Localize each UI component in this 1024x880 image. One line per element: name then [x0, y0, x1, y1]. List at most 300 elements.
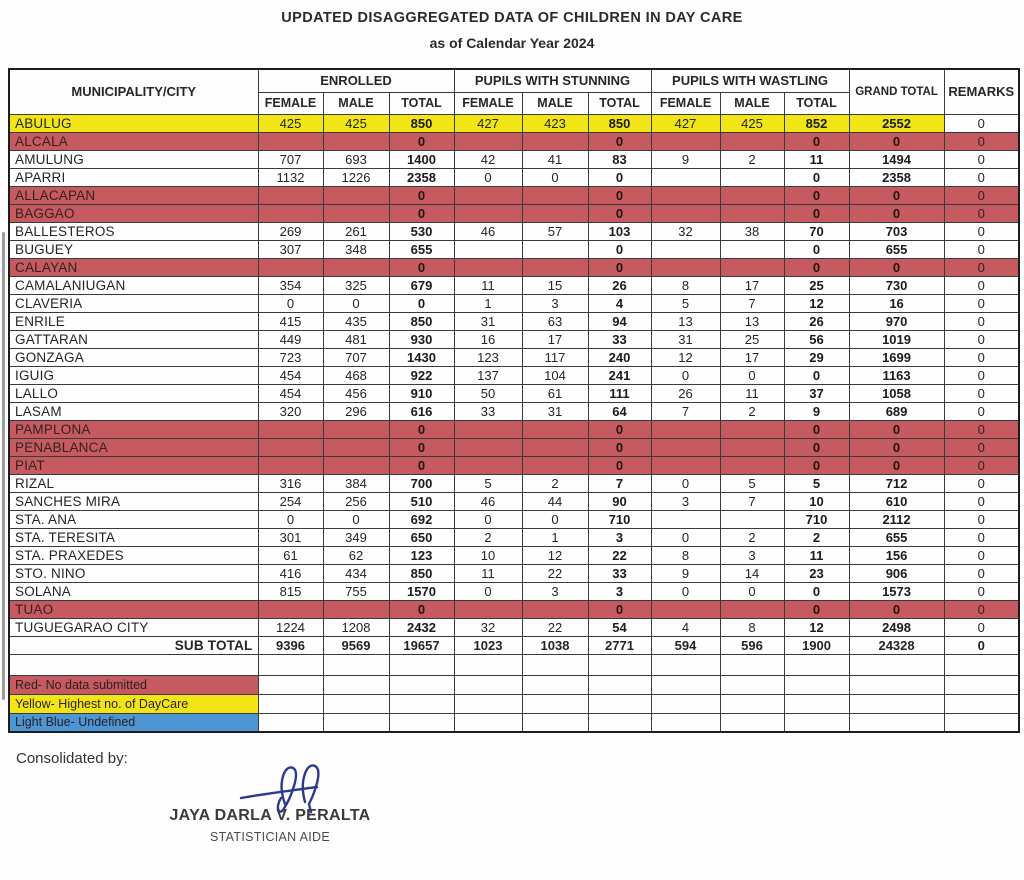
table-row	[9, 492, 1019, 510]
value-cell: 416	[258, 564, 323, 582]
value-cell	[454, 204, 522, 222]
value-cell: 2	[720, 150, 784, 168]
empty-cell	[522, 675, 588, 694]
value-cell: 41	[522, 150, 588, 168]
value-cell: 32	[454, 618, 522, 636]
empty-cell	[389, 713, 454, 732]
value-cell: 435	[323, 312, 389, 330]
value-cell	[454, 186, 522, 204]
value-cell: 0	[588, 168, 651, 186]
value-cell: 22	[588, 546, 651, 564]
value-cell: 8	[651, 546, 720, 564]
document-subtitle: as of Calendar Year 2024	[429, 35, 595, 51]
value-cell	[454, 600, 522, 618]
value-cell	[258, 438, 323, 456]
empty-cell	[323, 694, 389, 713]
value-cell: 655	[389, 240, 454, 258]
value-cell: 9	[651, 564, 720, 582]
value-cell: 11	[454, 276, 522, 294]
value-cell: 2	[784, 528, 849, 546]
table-row	[9, 294, 1019, 312]
municipality-cell: PAMPLONA	[9, 420, 258, 438]
table-row	[9, 420, 1019, 438]
value-cell: 31	[651, 330, 720, 348]
value-cell: 7	[651, 402, 720, 420]
value-cell: 26	[588, 276, 651, 294]
table-row	[9, 402, 1019, 420]
value-cell: 0	[588, 240, 651, 258]
remarks-cell: 0	[944, 420, 1019, 438]
empty-cell	[651, 654, 720, 675]
value-cell: 325	[323, 276, 389, 294]
value-cell: 1208	[323, 618, 389, 636]
value-cell: 13	[651, 312, 720, 330]
value-cell: 316	[258, 474, 323, 492]
empty-cell	[389, 675, 454, 694]
grand-total-cell: 1019	[849, 330, 944, 348]
remarks-cell: 0	[944, 222, 1019, 240]
grand-total-cell: 2498	[849, 618, 944, 636]
municipality-cell: PENABLANCA	[9, 438, 258, 456]
value-cell	[720, 420, 784, 438]
value-cell	[720, 168, 784, 186]
value-cell: 0	[389, 600, 454, 618]
value-cell: 0	[454, 510, 522, 528]
subtotal-value-cell: 24328	[849, 636, 944, 654]
empty-cell	[944, 713, 1019, 732]
value-cell: 2	[720, 402, 784, 420]
legend-label: Red- No data submitted	[9, 675, 258, 694]
value-cell: 530	[389, 222, 454, 240]
value-cell: 22	[522, 564, 588, 582]
value-cell: 33	[454, 402, 522, 420]
value-cell: 2358	[389, 168, 454, 186]
empty-cell	[849, 694, 944, 713]
value-cell: 510	[389, 492, 454, 510]
remarks-cell: 0	[944, 258, 1019, 276]
empty-cell	[389, 694, 454, 713]
grand-total-cell: 2358	[849, 168, 944, 186]
subtotal-value-cell: 9569	[323, 636, 389, 654]
value-cell: 26	[784, 312, 849, 330]
value-cell: 61	[522, 384, 588, 402]
grand-total-cell: 703	[849, 222, 944, 240]
empty-cell	[849, 713, 944, 732]
value-cell: 3	[588, 582, 651, 600]
document-header	[0, 10, 1024, 51]
grand-total-cell: 0	[849, 258, 944, 276]
value-cell: 616	[389, 402, 454, 420]
table-row	[9, 510, 1019, 528]
value-cell	[651, 132, 720, 150]
value-cell: 4	[588, 294, 651, 312]
municipality-cell: RIZAL	[9, 474, 258, 492]
subtotal-value-cell: 1038	[522, 636, 588, 654]
value-cell: 38	[720, 222, 784, 240]
grand-total-cell: 156	[849, 546, 944, 564]
value-cell	[323, 186, 389, 204]
value-cell: 83	[588, 150, 651, 168]
empty-cell	[588, 694, 651, 713]
value-cell: 11	[784, 546, 849, 564]
value-cell: 0	[720, 582, 784, 600]
remarks-cell: 0	[944, 186, 1019, 204]
value-cell	[720, 186, 784, 204]
value-cell: 425	[323, 114, 389, 132]
legend-label: Light Blue- Undefined	[9, 713, 258, 732]
value-cell	[522, 258, 588, 276]
remarks-cell: 0	[944, 132, 1019, 150]
municipality-cell: BUGUEY	[9, 240, 258, 258]
grand-total-cell: 0	[849, 438, 944, 456]
remarks-cell: 0	[944, 546, 1019, 564]
value-cell: 0	[588, 600, 651, 618]
table-row	[9, 474, 1019, 492]
header-wastling-total: TOTAL	[784, 92, 849, 114]
value-cell	[258, 204, 323, 222]
municipality-cell: TUAO	[9, 600, 258, 618]
municipality-cell: CLAVERIA	[9, 294, 258, 312]
municipality-cell: IGUIG	[9, 366, 258, 384]
value-cell: 0	[784, 240, 849, 258]
value-cell: 1224	[258, 618, 323, 636]
table-row	[9, 438, 1019, 456]
value-cell: 4	[651, 618, 720, 636]
empty-cell	[323, 675, 389, 694]
empty-cell	[454, 694, 522, 713]
table-row	[9, 312, 1019, 330]
header-stunning-male: MALE	[522, 92, 588, 114]
value-cell: 37	[784, 384, 849, 402]
table-row	[9, 564, 1019, 582]
municipality-cell: STA. PRAXEDES	[9, 546, 258, 564]
empty-cell	[944, 675, 1019, 694]
value-cell: 0	[784, 582, 849, 600]
signature-ink	[233, 758, 363, 816]
value-cell: 692	[389, 510, 454, 528]
value-cell: 11	[720, 384, 784, 402]
empty-cell	[522, 654, 588, 675]
municipality-cell: SOLANA	[9, 582, 258, 600]
value-cell: 0	[784, 456, 849, 474]
value-cell: 456	[323, 384, 389, 402]
value-cell: 3	[522, 294, 588, 312]
table-row	[9, 366, 1019, 384]
remarks-cell: 0	[944, 204, 1019, 222]
municipality-cell: SANCHES MIRA	[9, 492, 258, 510]
value-cell: 434	[323, 564, 389, 582]
value-cell: 32	[651, 222, 720, 240]
municipality-cell: STA. TERESITA	[9, 528, 258, 546]
value-cell: 90	[588, 492, 651, 510]
value-cell: 14	[720, 564, 784, 582]
grand-total-cell: 655	[849, 240, 944, 258]
table-row	[9, 330, 1019, 348]
table-row	[9, 582, 1019, 600]
value-cell: 50	[454, 384, 522, 402]
empty-cell	[454, 713, 522, 732]
remarks-cell: 0	[944, 510, 1019, 528]
table-row	[9, 456, 1019, 474]
grand-total-cell: 2112	[849, 510, 944, 528]
value-cell: 17	[720, 348, 784, 366]
empty-row	[9, 654, 1019, 675]
value-cell: 17	[522, 330, 588, 348]
value-cell	[522, 186, 588, 204]
value-cell: 46	[454, 492, 522, 510]
daycare-data-table	[8, 68, 1020, 733]
value-cell: 5	[720, 474, 784, 492]
value-cell: 700	[389, 474, 454, 492]
value-cell: 0	[588, 204, 651, 222]
value-cell	[454, 438, 522, 456]
value-cell: 56	[784, 330, 849, 348]
value-cell: 0	[389, 294, 454, 312]
value-cell: 930	[389, 330, 454, 348]
empty-cell	[651, 675, 720, 694]
signature-block	[140, 758, 400, 844]
value-cell: 815	[258, 582, 323, 600]
empty-cell	[522, 694, 588, 713]
subtotal-row	[9, 636, 1019, 654]
value-cell: 0	[588, 438, 651, 456]
municipality-cell: CAMALANIUGAN	[9, 276, 258, 294]
value-cell: 0	[651, 474, 720, 492]
value-cell: 261	[323, 222, 389, 240]
value-cell: 425	[258, 114, 323, 132]
value-cell: 5	[454, 474, 522, 492]
table-row	[9, 222, 1019, 240]
value-cell	[651, 420, 720, 438]
value-cell: 307	[258, 240, 323, 258]
remarks-cell: 0	[944, 366, 1019, 384]
value-cell: 137	[454, 366, 522, 384]
header-enrolled-total: TOTAL	[389, 92, 454, 114]
value-cell: 12	[784, 618, 849, 636]
value-cell: 0	[651, 582, 720, 600]
empty-cell	[258, 694, 323, 713]
grand-total-cell: 0	[849, 600, 944, 618]
value-cell	[651, 438, 720, 456]
value-cell: 3	[651, 492, 720, 510]
legend-label: Yellow- Highest no. of DayCare	[9, 694, 258, 713]
empty-cell	[944, 694, 1019, 713]
value-cell: 850	[389, 114, 454, 132]
grand-total-cell: 1163	[849, 366, 944, 384]
value-cell: 710	[588, 510, 651, 528]
value-cell: 7	[588, 474, 651, 492]
value-cell: 0	[258, 510, 323, 528]
empty-cell	[944, 654, 1019, 675]
value-cell: 64	[588, 402, 651, 420]
value-cell: 755	[323, 582, 389, 600]
remarks-cell: 0	[944, 348, 1019, 366]
value-cell: 850	[588, 114, 651, 132]
value-cell: 384	[323, 474, 389, 492]
value-cell: 25	[784, 276, 849, 294]
value-cell: 63	[522, 312, 588, 330]
table-row	[9, 348, 1019, 366]
empty-cell	[323, 654, 389, 675]
value-cell: 44	[522, 492, 588, 510]
empty-cell	[588, 713, 651, 732]
value-cell: 650	[389, 528, 454, 546]
value-cell	[323, 204, 389, 222]
value-cell: 23	[784, 564, 849, 582]
signatory-role: STATISTICIAN AIDE	[210, 830, 330, 844]
value-cell: 16	[454, 330, 522, 348]
value-cell: 33	[588, 330, 651, 348]
grand-total-cell: 970	[849, 312, 944, 330]
value-cell: 94	[588, 312, 651, 330]
value-cell	[651, 510, 720, 528]
value-cell	[522, 132, 588, 150]
value-cell	[323, 600, 389, 618]
value-cell: 17	[720, 276, 784, 294]
value-cell: 0	[784, 132, 849, 150]
empty-cell	[454, 675, 522, 694]
value-cell: 5	[784, 474, 849, 492]
value-cell: 104	[522, 366, 588, 384]
value-cell: 11	[454, 564, 522, 582]
value-cell	[651, 186, 720, 204]
value-cell: 117	[522, 348, 588, 366]
remarks-cell: 0	[944, 312, 1019, 330]
value-cell: 240	[588, 348, 651, 366]
value-cell: 1	[522, 528, 588, 546]
grand-total-cell: 0	[849, 186, 944, 204]
municipality-cell: STA. ANA	[9, 510, 258, 528]
value-cell: 7	[720, 294, 784, 312]
table-row	[9, 114, 1019, 132]
empty-cell	[323, 713, 389, 732]
municipality-cell: AMULUNG	[9, 150, 258, 168]
empty-cell	[389, 654, 454, 675]
value-cell	[258, 258, 323, 276]
value-cell	[720, 258, 784, 276]
value-cell: 123	[454, 348, 522, 366]
value-cell: 693	[323, 150, 389, 168]
value-cell: 111	[588, 384, 651, 402]
value-cell: 850	[389, 312, 454, 330]
subtotal-value-cell: 9396	[258, 636, 323, 654]
value-cell	[651, 600, 720, 618]
value-cell: 296	[323, 402, 389, 420]
remarks-cell: 0	[944, 528, 1019, 546]
header-remarks: REMARKS	[944, 69, 1019, 114]
value-cell: 710	[784, 510, 849, 528]
value-cell	[522, 420, 588, 438]
header-municipality: MUNICIPALITY/CITY	[9, 69, 258, 114]
value-cell: 8	[720, 618, 784, 636]
scan-page-edge-artifact	[2, 232, 5, 700]
value-cell: 13	[720, 312, 784, 330]
value-cell: 0	[389, 186, 454, 204]
value-cell	[258, 186, 323, 204]
header-stunning-total: TOTAL	[588, 92, 651, 114]
value-cell: 0	[784, 258, 849, 276]
value-cell	[720, 204, 784, 222]
grand-total-cell: 1058	[849, 384, 944, 402]
grand-total-cell: 1573	[849, 582, 944, 600]
value-cell: 0	[522, 510, 588, 528]
value-cell	[522, 438, 588, 456]
value-cell: 1226	[323, 168, 389, 186]
municipality-cell: GONZAGA	[9, 348, 258, 366]
value-cell: 9	[784, 402, 849, 420]
value-cell: 12	[651, 348, 720, 366]
value-cell: 922	[389, 366, 454, 384]
value-cell	[323, 456, 389, 474]
consolidated-by-label: Consolidated by:	[16, 750, 128, 767]
value-cell	[323, 420, 389, 438]
value-cell: 1400	[389, 150, 454, 168]
value-cell	[454, 420, 522, 438]
value-cell: 427	[651, 114, 720, 132]
value-cell	[720, 240, 784, 258]
remarks-cell: 0	[944, 150, 1019, 168]
grand-total-cell: 689	[849, 402, 944, 420]
value-cell: 57	[522, 222, 588, 240]
value-cell	[651, 456, 720, 474]
remarks-cell: 0	[944, 492, 1019, 510]
value-cell: 22	[522, 618, 588, 636]
municipality-cell: ABULUG	[9, 114, 258, 132]
table-row	[9, 204, 1019, 222]
value-cell	[522, 204, 588, 222]
value-cell	[258, 600, 323, 618]
value-cell: 256	[323, 492, 389, 510]
header-wastling-male: MALE	[720, 92, 784, 114]
value-cell	[720, 510, 784, 528]
value-cell: 70	[784, 222, 849, 240]
municipality-cell: CALAYAN	[9, 258, 258, 276]
value-cell	[720, 132, 784, 150]
table-row	[9, 384, 1019, 402]
value-cell: 0	[454, 582, 522, 600]
table-row	[9, 258, 1019, 276]
table-row	[9, 276, 1019, 294]
value-cell: 0	[389, 456, 454, 474]
header-group-enrolled: ENROLLED	[258, 69, 454, 92]
legend-row	[9, 694, 1019, 713]
empty-cell	[720, 675, 784, 694]
table-row	[9, 186, 1019, 204]
table-row	[9, 600, 1019, 618]
value-cell	[454, 456, 522, 474]
remarks-cell: 0	[944, 600, 1019, 618]
value-cell: 0	[784, 366, 849, 384]
value-cell: 123	[389, 546, 454, 564]
empty-cell	[849, 675, 944, 694]
grand-total-cell: 730	[849, 276, 944, 294]
value-cell: 1570	[389, 582, 454, 600]
value-cell: 2432	[389, 618, 454, 636]
value-cell: 423	[522, 114, 588, 132]
value-cell: 0	[389, 204, 454, 222]
value-cell: 0	[720, 366, 784, 384]
empty-cell	[849, 654, 944, 675]
empty-cell	[588, 654, 651, 675]
empty-cell	[720, 694, 784, 713]
value-cell: 0	[588, 132, 651, 150]
value-cell: 349	[323, 528, 389, 546]
municipality-cell: PIAT	[9, 456, 258, 474]
value-cell: 0	[651, 528, 720, 546]
subtotal-value-cell: 2771	[588, 636, 651, 654]
table-row	[9, 150, 1019, 168]
value-cell	[258, 420, 323, 438]
